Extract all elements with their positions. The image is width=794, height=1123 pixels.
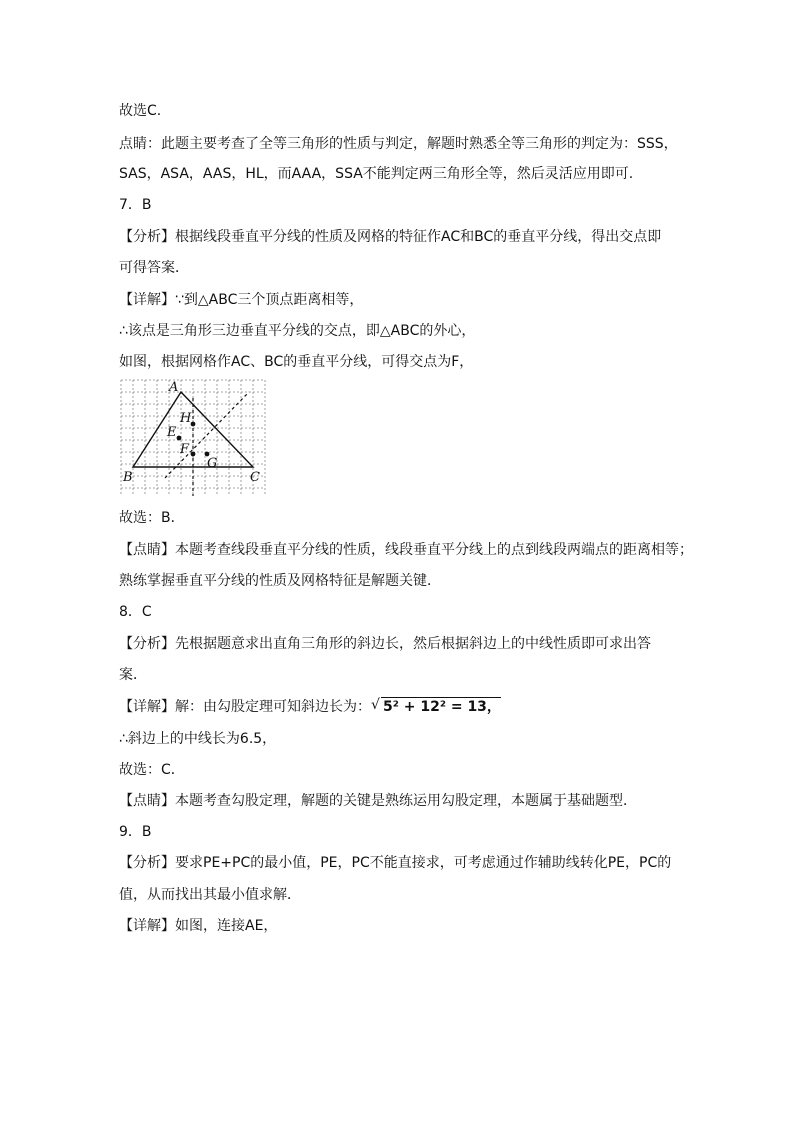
detail-line: 【详解】∵到△ABC三个顶点距离相等， <box>119 292 364 308</box>
question-number: 7．B <box>119 197 152 213</box>
label-f: F <box>180 442 190 457</box>
detail-line: 如图，根据网格作AC、BC的垂直平分线，可得交点为F， <box>119 354 474 370</box>
label-g: G <box>207 456 218 471</box>
analysis-line: 【分析】根据线段垂直平分线的性质及网格的特征作AC和BC的垂直平分线，得出交点即 <box>119 229 662 245</box>
comment-line: 熟练掌握垂直平分线的性质及网格特征是解题关键． <box>119 573 441 589</box>
label-c: C <box>250 470 260 485</box>
label-a: A <box>169 380 179 395</box>
answer-line: 故选：B． <box>119 510 185 526</box>
answer-line: 故选：C． <box>119 762 185 778</box>
label-b: B <box>123 470 133 485</box>
point-f <box>191 452 196 457</box>
analysis-line: 【分析】先根据题意求出直角三角形的斜边长，然后根据斜边上的中线性质即可求出答 <box>119 636 651 652</box>
text-line: SAS，ASA，AAS，HL，而AAA，SSA不能判定两三角形全等，然后灵活应用即可. <box>119 166 634 182</box>
comment-line: 【点睛】本题考查线段垂直平分线的性质，线段垂直平分线上的点到线段两端点的距离相等； <box>119 542 693 558</box>
analysis-line: 值，从而找出其最小值求解． <box>119 887 301 903</box>
comment-line: 【点睛】本题考查勾股定理，解题的关键是熟练运用勾股定理，本题属于基础题型． <box>119 793 637 809</box>
point-e <box>177 436 182 441</box>
detail-line: ∴斜边上的中线长为6.5， <box>119 731 277 747</box>
sqrt-expression: √ 5² + 12² = 13， <box>371 697 501 715</box>
detail-line <box>119 697 501 717</box>
analysis-line: 可得答案． <box>119 260 189 276</box>
question-number: 9．B <box>119 824 152 840</box>
grid-triangle-figure <box>119 378 267 498</box>
detail-line: 【详解】如图，连接AE， <box>119 918 278 934</box>
analysis-line: 案． <box>119 667 147 683</box>
formula-text: 5² + 12² = 13， <box>383 699 501 715</box>
detail-line: ∴该点是三角形三边垂直平分线的交点，即△ABC的外心， <box>119 323 476 339</box>
label-h: H <box>180 411 192 426</box>
detail-prefix: 【详解】解：由勾股定理可知斜边长为： <box>119 699 371 715</box>
label-e: E <box>167 425 177 440</box>
analysis-line: 【分析】要求PE+PC的最小值，PE，PC不能直接求，可考虑通过作辅助线转化PE，PC的 <box>119 855 672 871</box>
question-number: 8．C <box>119 604 152 620</box>
text-line: 故选C. <box>119 103 162 119</box>
text-line: 点睛：此题主要考查了全等三角形的性质与判定，解题时熟悉全等三角形的判定为：SSS， <box>119 136 678 152</box>
